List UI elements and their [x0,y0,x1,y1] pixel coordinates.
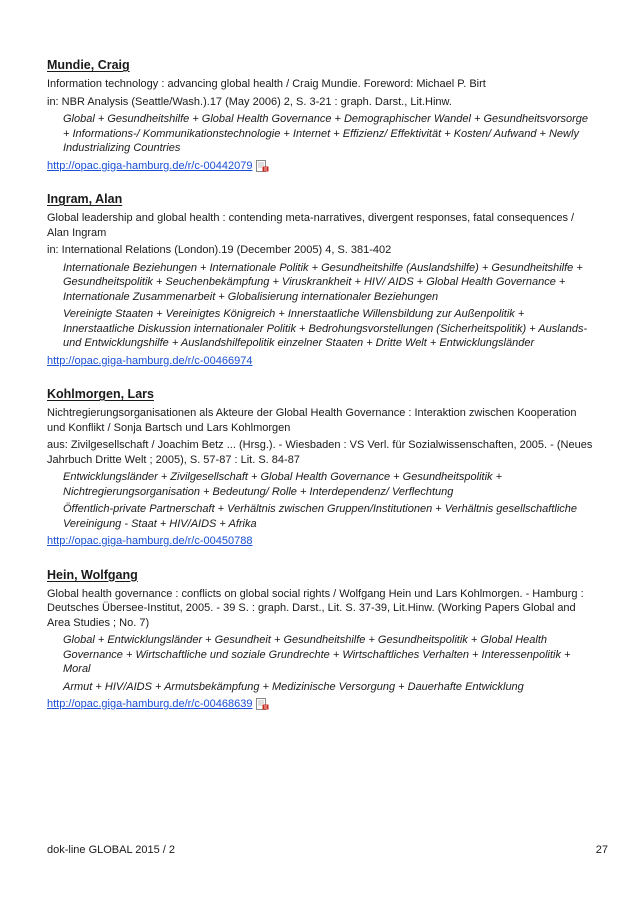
entry-author: Ingram, Alan [47,192,123,206]
pdf-icon[interactable] [256,160,269,172]
bibliography-entry [47,568,595,712]
entry-title: Information technology : advancing global health / Craig Mundie. Foreword: Michael P. Birt [47,78,486,90]
bibliography-list [47,58,595,731]
entry-title: Nichtregierungsorganisationen als Akteure der Global Health Governance : Interaktion zwischen Kooperation und Konflikt / Sonja Bartsch und Lars Kohlmorgen [47,407,577,434]
bibliography-entry [47,58,595,173]
entry-keywords: Global + Gesundheitshilfe + Global Health Governance + Demographischer Wandel + Gesundheitsvorsorge + Informations-/ Kommunikationstechnologie + Internet + Effizienz/ Effektivität + Kosten/ Aufwand + Newly Industrializing Countries [63,113,589,154]
entry-link-row [47,354,595,369]
entry-author: Kohlmorgen, Lars [47,387,154,401]
entry-title: Global health governance : conflicts on global social rights / Wolfgang Hein und Lars Kohlmorgen. - Hamburg : Deutsches Übersee-Institut, 2005. - 39 S. : graph. Darst., Lit. S. 37-39, Lit.Hinw. (Working Papers Global and Area Studies ; No. 7) [47,587,584,629]
bibliography-entry [47,387,595,549]
catalog-link[interactable]: http://opac.giga-hamburg.de/r/c-00466974 [47,354,253,367]
entry-keywords: Armut + HIV/AIDS + Armutsbekämpfung + Medizinische Versorgung + Dauerhafte Entwicklung [63,680,524,693]
entry-link-row [47,534,595,549]
entry-author: Mundie, Craig [47,58,130,72]
entry-source: in: International Relations (London).19 (December 2005) 4, S. 381-402 [47,244,392,256]
bibliography-entry [47,192,595,368]
entry-source: aus: Zivilgesellschaft / Joachim Betz ... (Hrsg.). - Wiesbaden : VS Verl. für Sozialwissenschaften, 2005. - (Neues Jahrbuch Dritte Welt ; 2005), S. 57-87 : Lit. S. 84-87 [47,439,593,466]
page-number: 27 [595,844,608,856]
entry-author: Hein, Wolfgang [47,567,138,582]
entry-link-row [47,697,595,712]
catalog-link[interactable]: http://opac.giga-hamburg.de/r/c-00468639 [47,698,253,710]
catalog-link[interactable]: http://opac.giga-hamburg.de/r/c-00450788 [47,535,253,547]
page-footer [47,843,608,857]
entry-keywords: Entwicklungsländer + Zivilgesellschaft + Global Health Governance + Gesundheitspolitik + Nichtregierungsorganisation + Bedeutung/ Rolle + Interdependenz/ Verflechtung [63,471,503,498]
entry-link-row [47,159,595,174]
entry-keywords: Global + Entwicklungsländer + Gesundheit + Gesundheitshilfe + Gesundheitspolitik + Global Health Governance + Wirtschaftliche und soziale Grundrechte + Wirtschaftliches Verhalten + Interessenpolitik + Moral [63,634,571,675]
catalog-link[interactable]: http://opac.giga-hamburg.de/r/c-00442079 [47,159,253,172]
entry-keywords: Vereinigte Staaten + Vereinigtes Königreich + Innerstaatliche Willensbildung zur Außenpolitik + Innerstaatliche Diskussion internationaler Politik + Bedrohungsvorstellungen (Sicherheitspolitik) + Auslands- und Entwicklungshilfe + Auslandshilfepolitik einzelner Staaten + Dritte Welt + Entwicklungsländer [63,308,588,349]
footer-publication: dok-line GLOBAL 2015 / 2 [47,844,176,856]
entry-title: Global leadership and global health : contending meta-narratives, divergent responses, fatal consequences / Alan Ingram [47,212,575,239]
pdf-icon[interactable] [256,698,269,710]
entry-keywords: Öffentlich-private Partnerschaft + Verhältnis zwischen Gruppen/Institutionen + Verhältnis gesellschaftliche Vereinigung - Staat + HIV/AIDS + Afrika [63,503,578,530]
entry-keywords: Internationale Beziehungen + Internationale Politik + Gesundheitshilfe (Auslandshilfe) + Gesundheitshilfe + Gesundheitspolitik + Seuchenbekämpfung + Viruskrankheit + HIV/ AIDS + Global Health Governance + Internationale Zusammenarbeit + Globalisierung internationaler Beziehungen [63,261,583,303]
entry-source: in: NBR Analysis (Seattle/Wash.).17 (May 2006) 2, S. 3-21 : graph. Darst., Lit.Hinw. [47,95,452,108]
